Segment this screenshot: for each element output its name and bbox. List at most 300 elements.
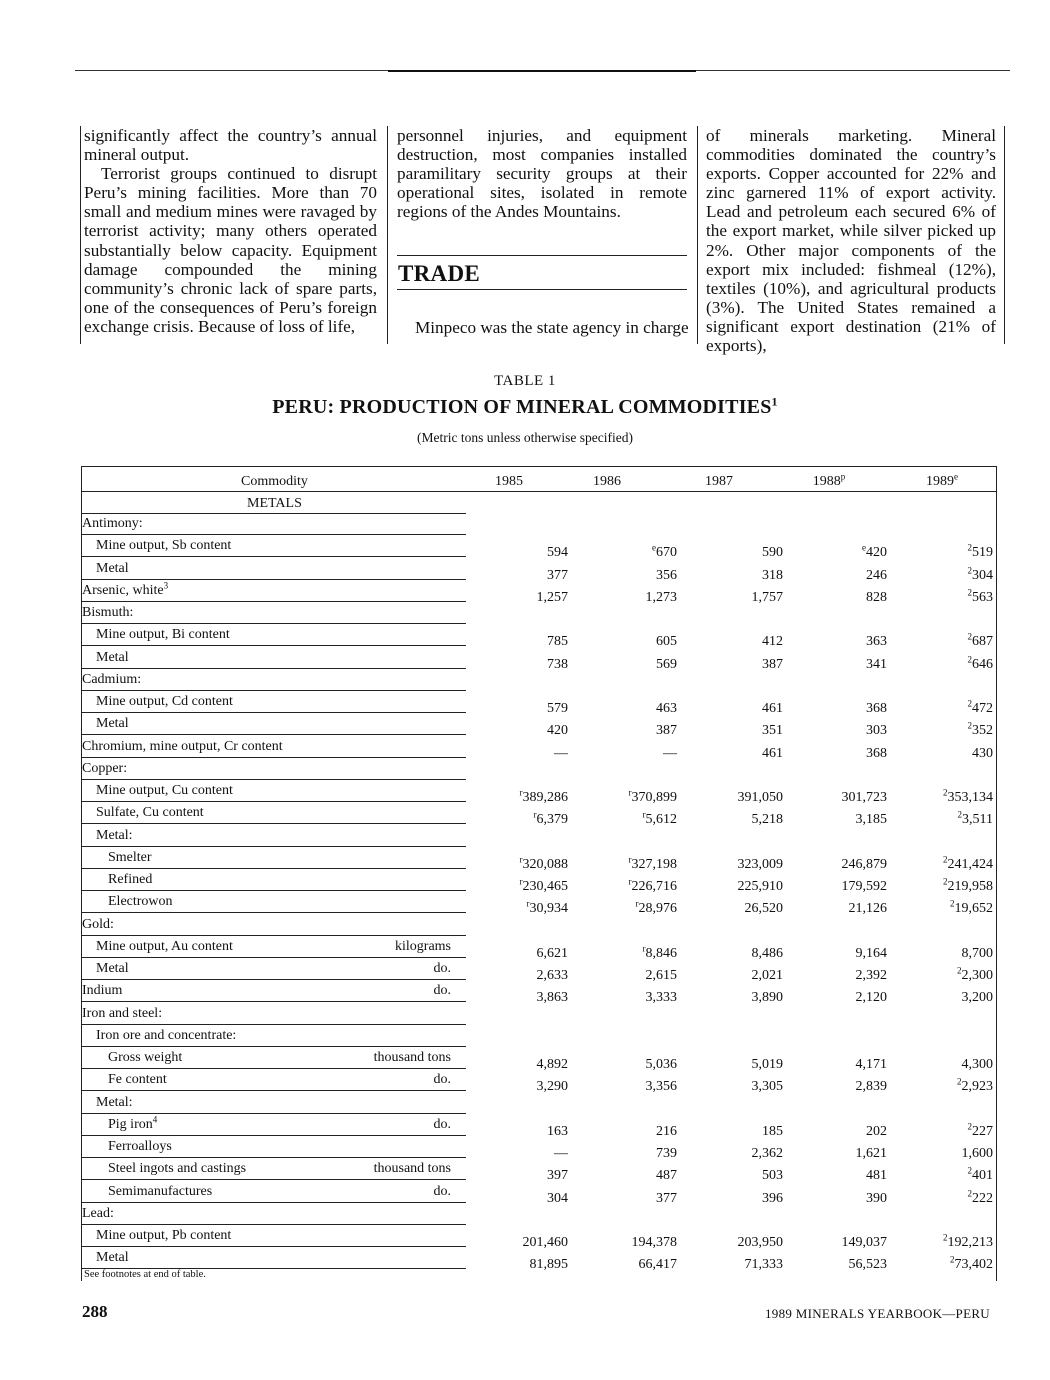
row-unit: do.: [433, 1183, 451, 1199]
row-label-text: Iron ore and concentrate:: [96, 1027, 237, 1043]
column-rule-1: [387, 126, 388, 344]
value-mark: 2: [957, 965, 962, 976]
value-number: 226,716: [631, 879, 677, 894]
value-number: 387: [656, 723, 677, 739]
value-mark: 2: [950, 898, 955, 909]
row-value-1985: [468, 634, 568, 650]
trade-rule-bottom: [397, 289, 687, 290]
production-table: [81, 466, 996, 1279]
value-number: 241,424: [947, 856, 993, 872]
row-rule: [81, 1157, 466, 1158]
value-number: 420: [547, 723, 568, 739]
row-value-1989: [893, 1187, 993, 1207]
value-number: 2,615: [645, 968, 677, 983]
value-number: 356: [656, 567, 677, 583]
row-value-1986: [577, 876, 677, 895]
value-number: 230,465: [522, 879, 568, 894]
row-label: [82, 580, 169, 599]
row-value-1986: [577, 634, 677, 650]
row-rule: [81, 1001, 466, 1002]
row-value-1989: [893, 1121, 993, 1140]
row-unit: do.: [433, 1116, 451, 1132]
row-rule: [81, 556, 466, 557]
row-label: [108, 1114, 158, 1133]
value-number: 8,846: [645, 945, 677, 961]
column-rule-left: [80, 126, 81, 344]
row-value-1988: [787, 1168, 887, 1184]
value-number: 8,486: [751, 945, 783, 961]
value-number: 2,839: [855, 1079, 887, 1095]
top-rule-accent: [388, 70, 696, 72]
value-mark: r: [628, 787, 632, 798]
row-value-1989: [893, 631, 993, 650]
col2-paragraph-1: personnel injuries, and equipment destruction, most companies installed paramilitary security groups at their operational sites, isolated in remote regions of the Andes Mountains.: [397, 126, 687, 222]
row-value-1987: [683, 1235, 783, 1251]
row-rule: [81, 779, 466, 780]
row-value-1988: [787, 879, 887, 895]
value-number: 738: [547, 656, 568, 672]
value-number: 4,171: [855, 1057, 887, 1072]
row-label: [96, 1250, 129, 1266]
col2-paragraph-2: Minpeco was the state agency in charge: [415, 318, 689, 337]
value-number: 503: [762, 1168, 783, 1184]
value-number: 246: [866, 567, 887, 583]
value-mark: 2: [967, 542, 972, 553]
row-value-1985: [468, 1235, 568, 1251]
table-label: TABLE 1: [494, 373, 556, 389]
value-mark: 2: [957, 809, 963, 820]
row-rule: [81, 957, 466, 958]
row-rule: [81, 868, 466, 869]
value-number: 341: [866, 656, 887, 672]
row-value-1987: [683, 879, 783, 895]
row-value-1989: [893, 787, 993, 806]
row-label-text: Mine output, Cu content: [96, 783, 233, 798]
row-value-1988: [787, 946, 887, 962]
row-value-1986: [577, 854, 677, 873]
value-number: 3,333: [645, 990, 677, 1006]
row-rule: [81, 579, 466, 580]
row-value-1986: [577, 1257, 677, 1273]
row-label-text: Copper:: [82, 760, 128, 776]
row-label-text: Antimony:: [82, 516, 143, 531]
row-value-1987: [683, 1079, 783, 1095]
table-header-top-rule: [81, 466, 996, 467]
header-year-1988: [779, 471, 879, 490]
row-value-1985: [468, 1124, 568, 1140]
header-year-label: 1985: [495, 474, 523, 489]
value-number: 687: [972, 634, 993, 650]
value-number: 227: [972, 1123, 993, 1139]
value-number: 368: [866, 745, 887, 761]
row-label: [96, 538, 231, 554]
value-mark: 2: [967, 1121, 972, 1132]
row-label-text: Electrowon: [108, 894, 173, 910]
row-label: [82, 516, 143, 532]
row-value-1989: [893, 542, 993, 561]
value-number: 3,511: [962, 812, 993, 828]
row-rule: [81, 1202, 466, 1203]
value-mark: 2: [967, 587, 972, 598]
value-number: 3,185: [855, 812, 887, 828]
row-label: [108, 894, 173, 910]
value-number: 397: [547, 1168, 568, 1184]
row-label-text: Semimanufactures: [108, 1183, 213, 1199]
row-label: [82, 672, 141, 688]
value-number: 3,290: [536, 1079, 568, 1095]
row-value-1988: [787, 901, 887, 917]
row-label-text: Metal: [96, 961, 129, 976]
value-mark: r: [628, 876, 632, 887]
row-value-1987: [683, 568, 783, 584]
value-mark: 2: [967, 564, 972, 575]
row-label-text: Metal: [96, 560, 129, 576]
row-label: [96, 650, 129, 666]
row-label-text: Mine output, Cd content: [96, 694, 233, 709]
value-number: 4,892: [536, 1057, 568, 1072]
header-year-label: 1987: [705, 474, 733, 489]
value-number: 194,378: [631, 1235, 677, 1250]
row-value-1988: [787, 657, 887, 673]
row-value-1985: [468, 590, 568, 606]
row-value-1985: [468, 545, 568, 561]
row-rule: [81, 1179, 466, 1180]
row-value-1989: [893, 587, 993, 606]
row-rule: [81, 979, 466, 980]
row-value-1988: [787, 590, 887, 606]
value-mark: r: [533, 809, 537, 820]
value-number: 320,088: [522, 856, 568, 872]
row-value-1989: [893, 746, 993, 762]
row-rule: [81, 668, 466, 669]
row-label: [82, 761, 127, 777]
row-value-1986: [577, 701, 677, 717]
value-mark: 2: [967, 1165, 972, 1176]
value-number: 6,621: [536, 945, 568, 961]
value-number: 1,273: [645, 589, 677, 605]
row-value-1987: [683, 1191, 783, 1207]
row-rule: [81, 712, 466, 713]
value-mark: r: [642, 943, 646, 954]
value-number: 646: [972, 656, 993, 672]
row-rule: [81, 1246, 466, 1247]
value-number: 219,958: [947, 879, 993, 894]
value-number: 5,218: [751, 812, 783, 828]
row-label: [82, 983, 122, 999]
row-value-1985: [468, 787, 568, 806]
row-label: [96, 716, 129, 732]
row-value-1986: [577, 1079, 677, 1095]
value-number: 26,520: [744, 901, 783, 917]
row-value-1986: [577, 1057, 677, 1073]
row-label: [82, 739, 283, 755]
row-value-1985: [468, 1079, 568, 1095]
value-mark: 2: [943, 876, 948, 887]
value-number: 5,019: [751, 1057, 783, 1072]
value-number: 605: [656, 634, 677, 650]
row-value-1989: [893, 720, 993, 739]
row-value-1985: [468, 946, 568, 962]
value-number: 179,592: [841, 879, 887, 894]
row-label-text: Mine output, Pb content: [96, 1228, 232, 1243]
row-label-footnote: 4: [152, 1114, 158, 1125]
row-label-text: Bismuth:: [82, 605, 134, 620]
value-number: 594: [547, 545, 568, 561]
value-number: 3,200: [961, 990, 993, 1006]
value-number: 389,286: [522, 790, 568, 805]
row-value-1986: [577, 943, 677, 962]
row-value-1989: [893, 698, 993, 717]
header-commodity-rule: [81, 491, 466, 492]
row-label: [82, 1206, 114, 1222]
value-mark: r: [635, 898, 639, 909]
row-value-1986: [577, 809, 677, 828]
row-value-1987: [683, 1168, 783, 1184]
row-value-1985: [468, 701, 568, 717]
row-value-1989: [893, 1232, 993, 1251]
row-label-text: Metal:: [96, 1094, 133, 1110]
row-value-1986: [577, 787, 677, 806]
row-label-text: Chromium, mine output, Cr content: [82, 738, 283, 754]
value-number: 579: [547, 701, 568, 716]
trade-heading: TRADE: [398, 261, 481, 286]
row-label: [96, 1028, 236, 1044]
value-number: 739: [656, 1146, 677, 1161]
row-value-1987: [683, 790, 783, 806]
row-label-text: Mine output, Bi content: [96, 627, 230, 643]
row-unit: do.: [433, 961, 451, 976]
row-label-text: Indium: [82, 983, 123, 999]
col1-paragraph-1: significantly affect the country’s annual mineral output.: [84, 126, 377, 165]
value-number: 351: [762, 723, 783, 739]
row-value-1988: [787, 1079, 887, 1095]
row-rule: [81, 801, 466, 802]
row-label-text: Mine output, Au content: [96, 938, 233, 954]
value-mark: 2: [943, 787, 948, 798]
value-number: 192,213: [947, 1235, 993, 1250]
row-value-1988: [787, 701, 887, 717]
row-value-1986: [577, 1235, 677, 1251]
value-mark: 2: [957, 1076, 962, 1087]
value-number: 73,402: [954, 1257, 993, 1273]
row-value-1985: [468, 568, 568, 584]
value-number: 19,652: [954, 901, 993, 917]
row-label-text: Arsenic, white: [82, 582, 164, 598]
row-value-1986: [577, 1168, 677, 1184]
value-number: 327,198: [631, 856, 677, 872]
row-rule: [81, 623, 466, 624]
value-mark: 2: [967, 631, 972, 642]
header-year-label: 1989: [926, 474, 954, 489]
value-mark: r: [519, 876, 523, 887]
value-number: 5,612: [645, 812, 677, 828]
row-rule: [81, 935, 466, 936]
value-number: 420: [866, 545, 887, 561]
row-value-1989: [893, 564, 993, 584]
value-mark: 2: [943, 854, 948, 865]
row-rule: [81, 912, 466, 913]
row-value-1989: [893, 898, 993, 917]
row-label: [108, 1050, 182, 1066]
row-label: [108, 850, 152, 866]
row-unit: thousand tons: [373, 1050, 451, 1065]
row-value-1989: [893, 653, 993, 673]
row-value-1986: [577, 657, 677, 673]
row-rule: [81, 890, 466, 891]
row-value-1986: [577, 990, 677, 1006]
row-value-1988: [787, 1191, 887, 1207]
value-number: 387: [762, 656, 783, 672]
row-value-1985: [468, 990, 568, 1006]
row-value-1989: [893, 965, 993, 984]
row-label: [108, 872, 152, 888]
value-number: 81,895: [529, 1257, 568, 1273]
row-value-1988: [787, 1124, 887, 1140]
value-mark: 2: [967, 720, 972, 731]
row-value-1986: [577, 746, 677, 762]
value-number: 1,257: [536, 589, 568, 605]
value-number: 590: [762, 545, 783, 561]
value-number: 472: [972, 701, 993, 716]
row-value-1989: [893, 854, 993, 873]
row-value-1987: [683, 990, 783, 1006]
value-number: 370,899: [631, 790, 677, 805]
header-year-label: 1986: [593, 474, 621, 489]
row-value-1987: [683, 1257, 783, 1273]
row-label: [82, 1006, 162, 1022]
row-value-1988: [787, 1146, 887, 1162]
row-rule: [81, 1090, 466, 1091]
row-value-1985: [468, 746, 568, 762]
row-unit: thousand tons: [373, 1161, 451, 1177]
value-number: 396: [762, 1190, 783, 1206]
row-label: [82, 917, 114, 933]
row-label-text: Gold:: [82, 916, 114, 932]
row-label: [82, 605, 133, 621]
row-label: [96, 783, 233, 799]
value-mark: 2: [943, 1232, 948, 1243]
value-mark: r: [628, 854, 632, 865]
row-value-1988: [787, 723, 887, 739]
value-number: 363: [866, 634, 887, 650]
row-label: [96, 1228, 231, 1244]
row-value-1985: [468, 968, 568, 984]
value-number: 463: [656, 701, 677, 716]
value-mark: 2: [950, 1254, 955, 1265]
row-value-1987: [683, 1146, 783, 1162]
value-number: 225,910: [737, 879, 783, 894]
row-rule: [81, 1046, 466, 1047]
value-number: 368: [866, 701, 887, 716]
row-rule: [81, 534, 466, 535]
row-value-1987: [683, 634, 783, 650]
value-number: 390: [866, 1190, 887, 1206]
row-label-text: Metal: [96, 649, 129, 665]
row-value-1985: [468, 1146, 568, 1162]
row-value-1988: [787, 746, 887, 762]
value-number: 2,120: [855, 990, 887, 1006]
value-number: 246,879: [841, 856, 887, 872]
value-number: 318: [762, 567, 783, 583]
value-number: 461: [762, 745, 783, 761]
value-number: 430: [972, 745, 993, 761]
value-number: 304: [547, 1190, 568, 1206]
row-label: [96, 1095, 133, 1111]
row-value-1989: [893, 809, 993, 828]
row-value-1989: [893, 1146, 993, 1162]
value-number: 785: [547, 634, 568, 650]
value-number: 563: [972, 589, 993, 605]
row-value-1987: [683, 746, 783, 762]
value-mark: r: [526, 898, 530, 909]
value-number: 670: [656, 545, 677, 561]
row-label-text: Smelter: [108, 849, 152, 865]
value-number: 303: [866, 723, 887, 739]
row-label-text: Refined: [108, 872, 153, 887]
row-rule: [81, 601, 466, 602]
value-number: 216: [656, 1123, 677, 1139]
table-subtitle: (Metric tons unless otherwise specified): [417, 430, 633, 445]
row-rule: [81, 1135, 466, 1136]
value-mark: r: [519, 854, 523, 865]
row-value-1987: [683, 590, 783, 606]
table-title-footnote: 1: [771, 394, 778, 409]
row-value-1987: [683, 723, 783, 739]
row-rule: [81, 734, 466, 735]
text-column-3: [706, 126, 996, 355]
value-number: 3,863: [536, 990, 568, 1006]
row-value-1986: [577, 542, 677, 561]
value-mark: 2: [967, 653, 972, 664]
row-value-1985: [468, 657, 568, 673]
value-number: 569: [656, 656, 677, 672]
row-label-text: Ferroalloys: [108, 1139, 172, 1154]
row-value-1988: [787, 990, 887, 1006]
value-number: 828: [866, 589, 887, 605]
header-year-1987: [669, 474, 769, 490]
row-label-text: Metal:: [96, 827, 133, 843]
value-number: 21,126: [848, 901, 887, 917]
row-label-text: Lead:: [82, 1205, 114, 1221]
row-label-text: Metal: [96, 716, 129, 732]
column-rule-2: [697, 126, 698, 344]
value-number: 401: [972, 1168, 993, 1184]
row-label-text: Cadmium:: [82, 671, 142, 687]
value-number: 8,700: [961, 945, 993, 961]
row-value-1985: [468, 1191, 568, 1207]
value-mark: r: [642, 809, 646, 820]
header-year-mark: p: [840, 471, 846, 482]
value-number: 2,300: [961, 968, 993, 983]
row-value-1986: [577, 968, 677, 984]
value-number: 461: [762, 701, 783, 716]
row-value-1988: [787, 790, 887, 806]
value-number: 3,356: [645, 1079, 677, 1095]
value-number: 222: [972, 1190, 993, 1206]
row-unit: do.: [433, 1072, 451, 1088]
row-label-text: Mine output, Sb content: [96, 538, 232, 554]
row-value-1986: [577, 568, 677, 584]
row-value-1987: [683, 857, 783, 873]
value-number: 163: [547, 1123, 568, 1139]
col1-paragraph-2: Terrorist groups continued to disrupt Peru’s mining facilities. More than 70 small and medium mines were ravaged by terrorist activity; many others operated substantially below capacity. Equipment damage compounded the mining community’s chronic lack of spare parts, one of the consequences of Peru’s foreign exchange crisis. Because of loss of life,: [84, 164, 377, 336]
value-mark: 2: [967, 1187, 972, 1198]
row-value-1986: [577, 723, 677, 739]
value-number: 301,723: [841, 790, 887, 805]
table-title-text: PERU: PRODUCTION OF MINERAL COMMODITIES: [272, 396, 772, 418]
value-number: 6,379: [536, 812, 568, 828]
value-number: 391,050: [737, 790, 783, 805]
